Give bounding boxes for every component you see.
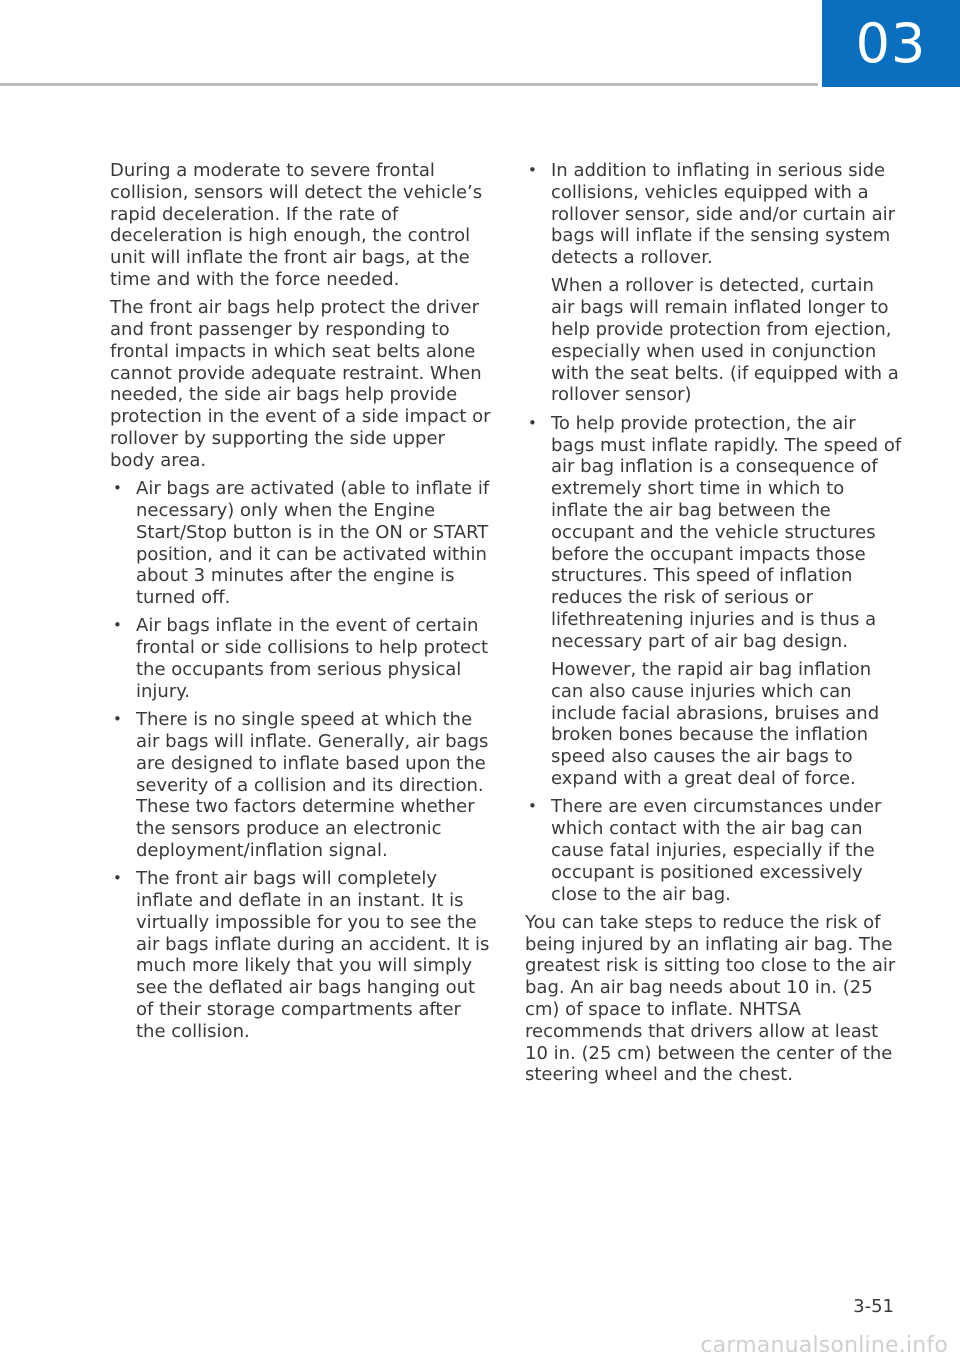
list-item <box>525 160 903 406</box>
right-column <box>525 160 903 1093</box>
bullet-icon: • <box>528 161 537 179</box>
list-item-continuation: However, the rapid air bag inflation can also cause injuries which can include facial abrasions, bruises and broken bones because the inflation speed also causes the air bags to expand with a great deal of force. <box>551 659 880 790</box>
left-column <box>110 160 494 1049</box>
list-item-text: The front air bags will completely inflate and deflate in an instant. It is virtually impossible for you to see the air bags inflate during an accident. It is much more likely that you will simply see the deflated air bags hanging out of their storage compartments after the collision. <box>136 868 490 1042</box>
bullet-list <box>525 160 903 905</box>
list-item-text: In addition to inflating in serious side collisions, vehicles equipped with a rollover sensor, side and/or curtain air bags will inflate if the sensing system detects a rollover. <box>551 160 895 269</box>
list-item-continuation: When a rollover is detected, curtain air bags will remain inflated longer to help provide protection from ejection, especially when used in conjunction with the seat belts. (if equipped with a rollover sensor) <box>551 275 899 406</box>
paragraph: During a moderate to severe frontal collision, sensors will detect the vehicle’s rapid deceleration. If the rate of deceleration is high enough, the control unit will inflate the front air bags, at the time and with the force needed. <box>110 160 483 290</box>
header-rule <box>0 83 818 86</box>
watermark: carmanualsonline.info <box>700 1333 948 1358</box>
list-item-text: There are even circumstances under which contact with the air bag can cause fatal injuries, especially if the occupant is positioned excessively close to the air bag. <box>551 796 882 905</box>
page-number: 3-51 <box>853 1296 894 1317</box>
list-item <box>110 478 494 609</box>
list-item-text: Air bags are activated (able to inflate if necessary) only when the Engine Start/Stop button is in the ON or START position, and it can be activated within about 3 minutes after the engine is turned off. <box>136 478 490 609</box>
chapter-tab <box>822 0 960 87</box>
list-item-text: There is no single speed at which the air bags will inflate. Generally, air bags are designed to inflate based upon the severity of a collision and its direction. These two factors determine whether the sensors produce an electronic deployment/inflation signal. <box>136 709 489 861</box>
list-item <box>110 615 494 702</box>
bullet-icon: • <box>113 616 122 635</box>
list-item <box>525 413 903 790</box>
list-item <box>110 868 494 1042</box>
list-item-text: Air bags inflate in the event of certain frontal or side collisions to help protect the occupants from serious physical injury. <box>136 615 489 702</box>
closing-paragraph: You can take steps to reduce the risk of being injured by an inflating air bag. The greatest risk is sitting too close to the air bag. An air bag needs about 10 in. (25 cm) of space to inflate. NHTSA recommends that drivers allow at least 10 in. (25 cm) between the center of the steering wheel and the chest. <box>525 911 896 1086</box>
bullet-icon: • <box>528 413 537 432</box>
bullet-icon: • <box>528 797 537 816</box>
list-item <box>525 796 903 905</box>
chapter-number: 03 <box>855 12 927 75</box>
bullet-icon: • <box>113 710 122 729</box>
list-item <box>110 709 494 862</box>
bullet-icon: • <box>113 869 122 888</box>
paragraph: The front air bags help protect the driver and front passenger by responding to frontal impacts in which seat belts alone cannot provide adequate restraint. When needed, the side air bags help provide protection in the event of a side impact or rollover by supporting the side upper body area. <box>110 297 491 471</box>
bullet-icon: • <box>113 479 122 498</box>
bullet-list <box>110 478 494 1042</box>
list-item-text: To help provide protection, the air bags must inflate rapidly. The speed of air bag inflation is a consequence of extremely short time in which to inflate the air bag between the occupant and the vehicle structures before the occupant impacts those structures. This speed of inflation reduces the risk of serious or lifethreatening injuries and is thus a necessary part of air bag design. <box>551 412 902 652</box>
